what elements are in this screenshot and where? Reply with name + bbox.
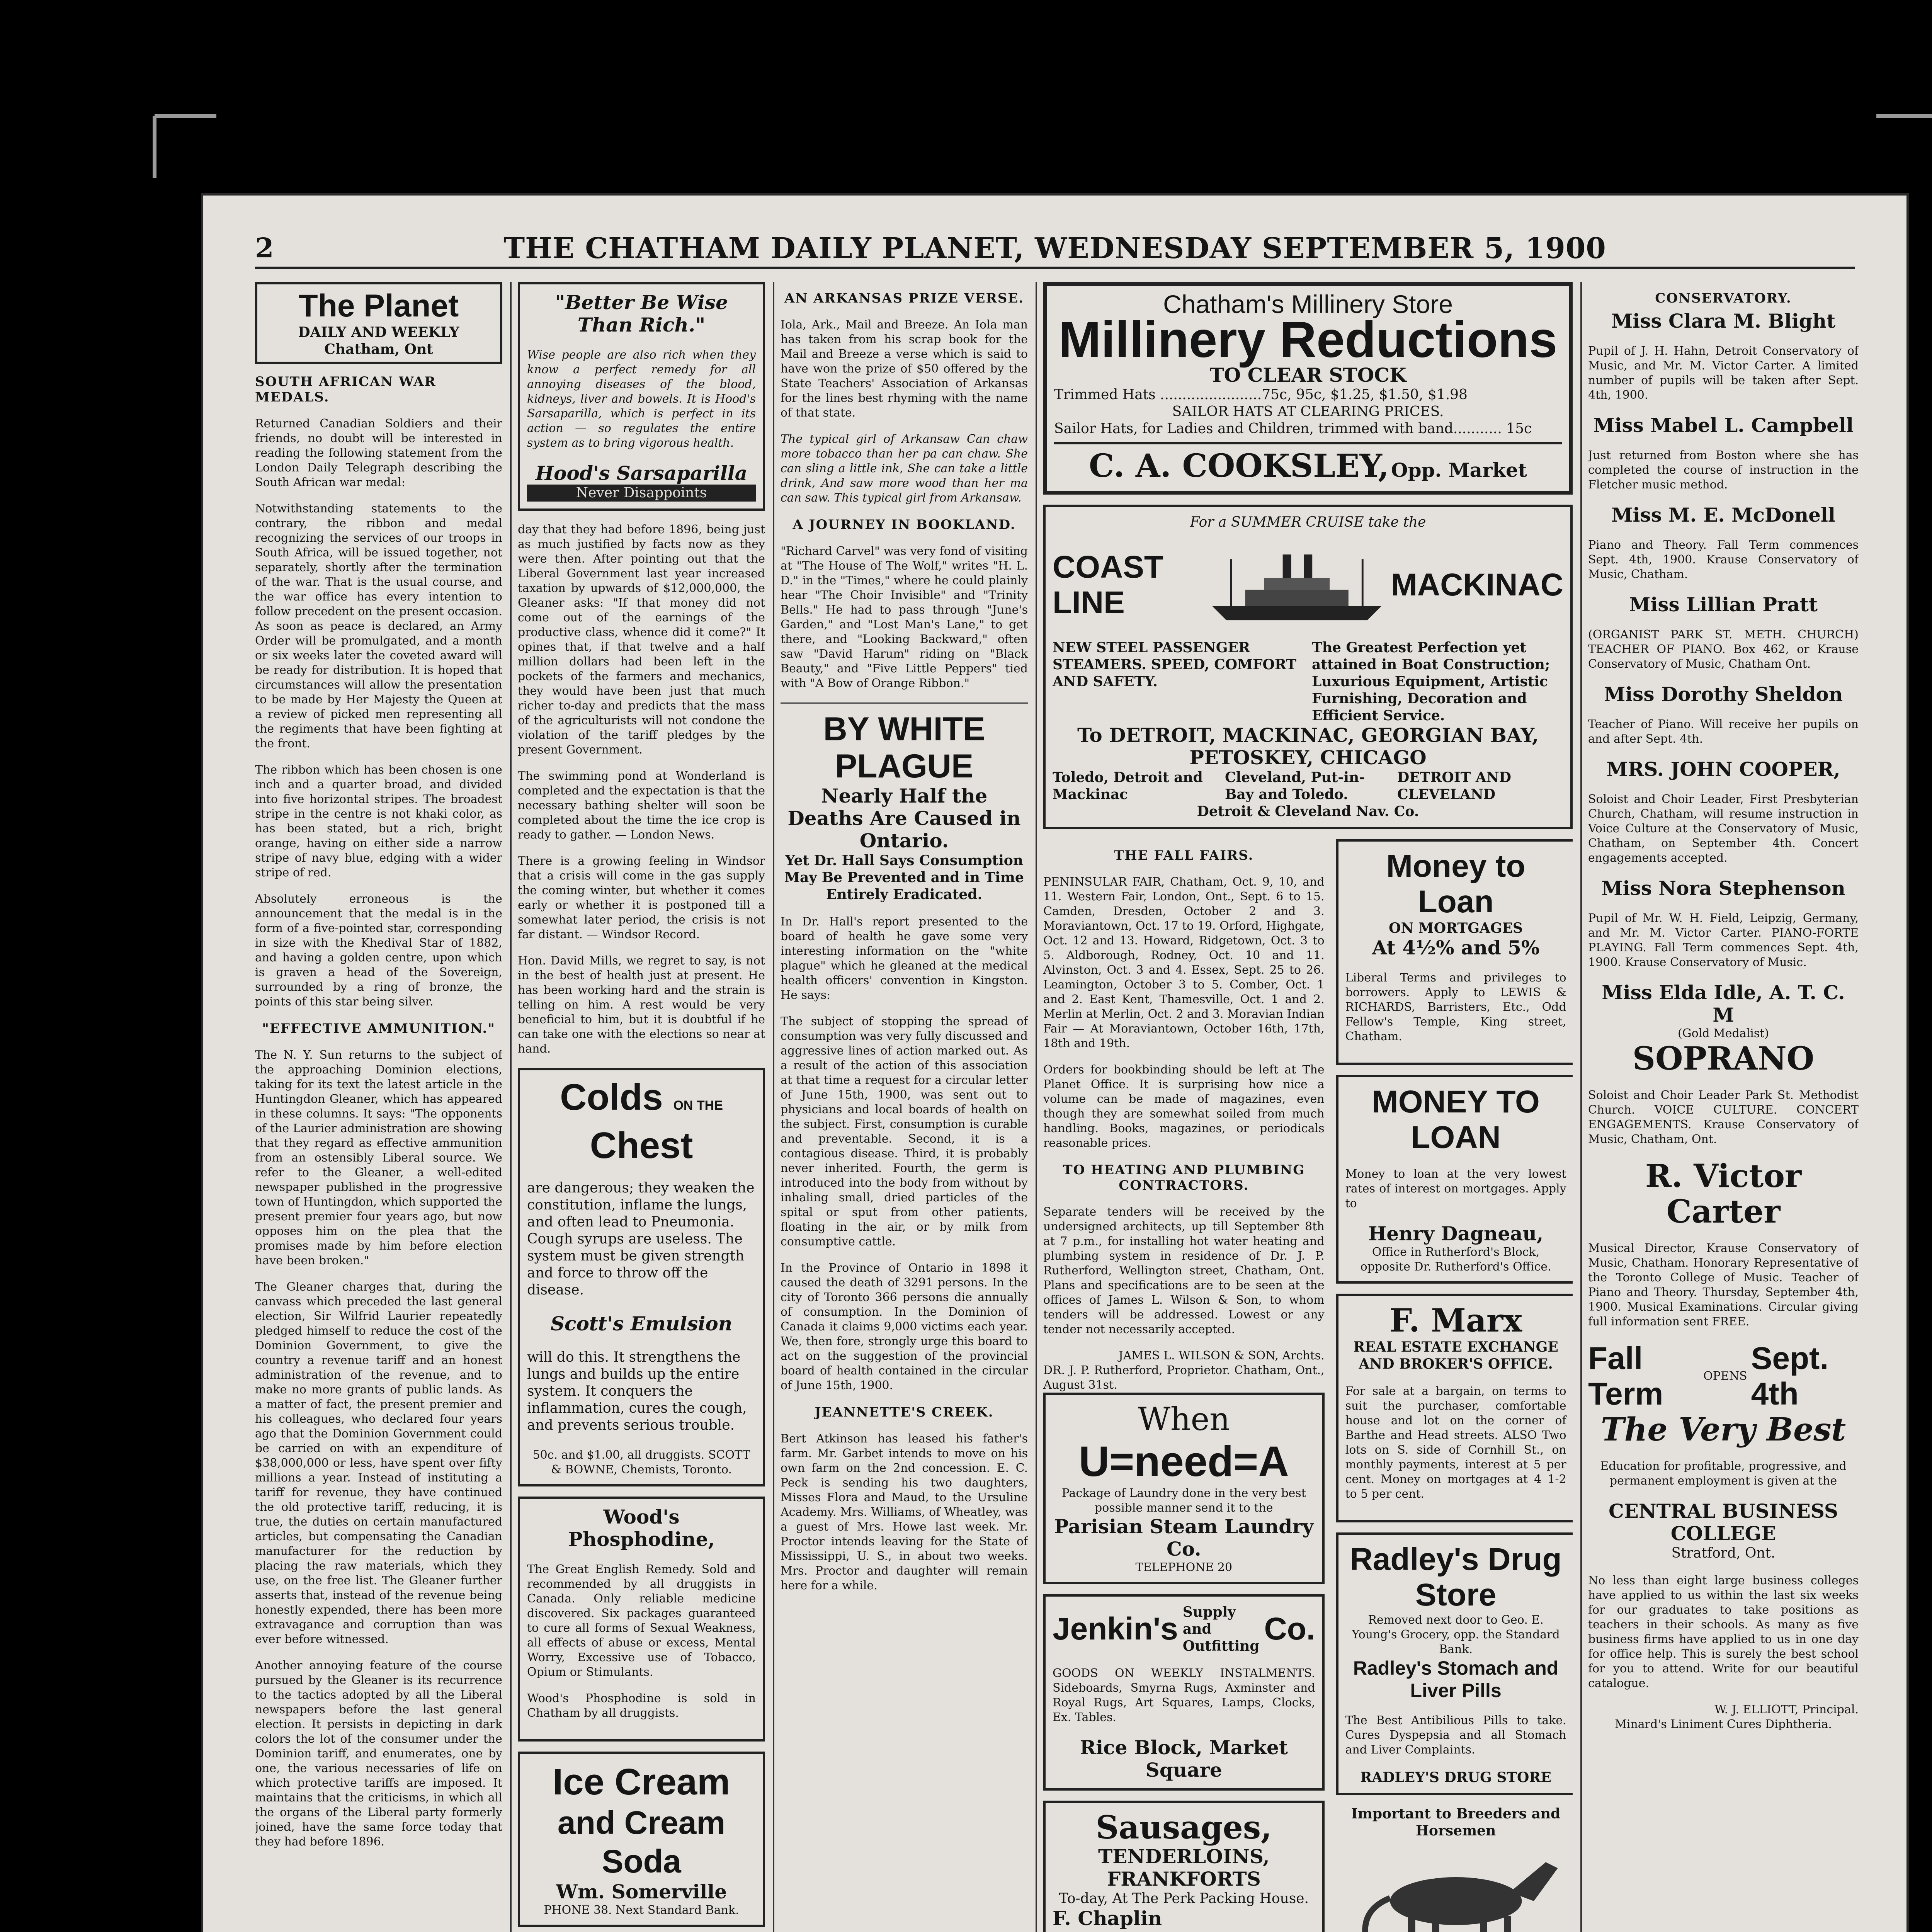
ad-body: Wise people are also rich when they know a perfect remedy for all annoying diseases of the blood, kidneys, liver and bowels. It is Hood's Sarsaparilla, which is perfect in its action — so regulates the entire system as to bring vigorous health. [527,348,756,450]
teacher-body: Teacher of Piano. Will receive her pupils on and after Sept. 4th. [1588,718,1859,746]
conservatory-heading: CONSERVATORY. [1655,291,1792,306]
ad-subcolumn-left [1043,839,1325,1932]
fall-term-date: Sept. 4th [1751,1341,1829,1412]
column-3 [781,282,1028,1932]
ad-address: Office in Rutherford's Block, opposite Dr. Rutherford's Office. [1360,1245,1551,1274]
planet-nameplate [255,282,502,364]
ad-headline: COAST LINE [1053,549,1163,620]
ad-headline: Ice Cream [553,1761,730,1803]
steamship-illustration [1203,535,1391,635]
route-item: Cleveland, Put-in-Bay and Toledo. [1225,769,1365,803]
ad-headline: Sausages, [1096,1809,1272,1846]
teacher-note: (Gold Medalist) [1678,1027,1769,1040]
masthead [255,228,1855,269]
teacher-body: Pupil of J. H. Hahn, Detroit Conservatory of Music, and Mr. M. Victor Carter. A limited number of pupils will be taken after Sept. 4th, 1900. [1588,344,1859,402]
teacher-body: Soloist and Choir Leader, First Presbyterian Church, Chatham, will resume instruction in Voice Culture at the Conservatory of Music, Chatham, on September 4th. Concert engagements accepted. [1588,793,1859,865]
fall-term: Fall Term [1588,1341,1663,1412]
column-divider [1036,282,1037,1932]
very-best-script: The Very Best [1600,1411,1846,1448]
ad-subcolumn-right [1336,839,1573,1932]
teacher-name: Miss Dorothy Sheldon [1604,683,1843,706]
ad-headline: MACKINAC [1391,567,1563,602]
newspaper-title: THE CHATHAM DAILY PLANET, WEDNESDAY SEPTEMBER 5, 1900 [503,232,1606,265]
route: To DETROIT, MACKINAC, GEORGIAN BAY, PETOSKEY, CHICAGO [1077,724,1539,769]
ad-body: Liberal Terms and privileges to borrowers. Apply to LEWIS & RICHARDS, Barristers, Etc., Odd Fellow's Temple, King street, Chatham. [1345,971,1566,1043]
ad-footer: Wood's Phosphodine is sold in Chatham by all druggists. [527,1692,756,1720]
ad-headline: and Cream Soda [557,1804,726,1879]
ad-footer: Rice Block, Market Square [1080,1736,1288,1781]
price-line: Sailor Hats, for Ladies and Children, trimmed with band........... 15c [1054,421,1532,437]
subhead: Yet Dr. Hall Says Consumption May Be Prevented and in Time Entirely Eradicated. [784,852,1024,903]
marx-ad [1336,1294,1573,1522]
two-column-ads [1043,839,1573,1932]
ad-brand: Scott's Emulsion [550,1312,733,1335]
ad-body: The Best Antibilious Pills to take. Cures Dyspepsia and all Stomach and Liver Complaints. [1345,1714,1566,1757]
article-paragraph: The ribbon which has been chosen is one inch and a quarter broad, and divided into five horizontal stripes. The broadest stripe in the centre is not khaki color, as has been stated, but a rich, bright orange, having on either side a narrow stripe of navy blue, edging with a wider stripe of red. [255,763,502,879]
ad-footer: RADLEY'S DRUG STORE [1360,1769,1551,1786]
teacher-body: Musical Director, Krause Conservatory of Music, Chatham. Honorary Representative of the Toronto College of Music. Teacher of Piano and Theory. Thursday, September 4th, 1900. Musical Examinations. Circular giving full information sent FREE. [1588,1242,1859,1328]
subhead: Nearly Half the Deaths Are Caused in Ontario. [787,784,1021,852]
column-divider [1580,282,1582,1932]
merchant-name: C. A. COOKSLEY, [1089,447,1389,485]
article-paragraph: In Dr. Hall's report presented to the board of health he gave some very interesting information on the "white plague" which he gleaned at the medical health officers' convention in Kingston. He says: [781,915,1028,1002]
teacher-name: Miss M. E. McDonell [1611,503,1835,526]
ad-headline-part: Colds [560,1077,663,1118]
planet-brand-sub: DAILY AND WEEKLY [298,324,459,340]
teacher-voice: SOPRANO [1632,1040,1815,1077]
ad-name: Wm. Somerville [556,1880,727,1903]
ad-top: For a SUMMER CRUISE take the [1190,514,1426,530]
ice-cream-ad [518,1752,765,1927]
money-to-loan-ad [1336,839,1573,1065]
coast-line-ad [1043,505,1573,829]
teacher-body: Just returned from Boston where she has completed the course of instruction in the Fletcher music method. [1588,449,1859,492]
scotts-emulsion-ad [518,1068,765,1486]
signature: DR. J. P. Rutherford, Proprietor. Chatham, Ont., August 31st. [1043,1364,1325,1392]
ad-phone: TELEPHONE 20 [1135,1561,1233,1574]
hoods-sarsaparilla-ad [518,282,765,511]
signature: JAMES L. WILSON & SON, Archts. [1118,1349,1325,1362]
ad-headline: Co. [1264,1611,1315,1646]
routes-row [1053,769,1563,803]
ad-headline-part: ON THE [673,1098,723,1113]
ad-when: When [1138,1401,1230,1438]
money-to-loan-ad-2 [1336,1075,1573,1284]
article-paragraph: day that they had before 1896, being just as much justified by facts now as they were then. After pointing out that the Liberal Government last year increased taxation by upwards of $12,000,000, the Gleaner asks: "If that money did not come out of the earnings of the productive class, whence did it come?" It opines that, if that twelve and a half million dollars had been left in the pockets of the farmers and mechanics, they would have been just that much richer to-day and predicts that the mass of the agriculturists will not condone the violation of the tariff pledges by the present Government. [518,523,765,757]
fall-term-opens: OPENS [1703,1369,1747,1383]
minard-notice: Minard's Liniment Cures Diphtheria. [1615,1718,1832,1731]
headline-white-plague: BY WHITE PLAGUE [823,711,985,785]
article-paragraph: Iola, Ark., Mail and Breeze. An Iola man has taken from his scrap book for the Mail and Breeze a verse which is said to have won the prize of $50 offered by the State Teachers' Association of Arkansas for the lines best rhyming with the name of that state. [781,318,1028,420]
ad-headline: MONEY TO LOAN [1372,1084,1540,1155]
planet-brand: The Planet [298,288,459,323]
ad-name: Parisian Steam Laundry Co. [1054,1515,1314,1560]
ad-body: For sale at a bargain, on terms to suit the purchaser, comfortable house and lot on the corner of Barthe and Head streets. ALSO Two lots on S. side of Cornhill St., on monthly payments, interest at 5 per cent. Money on mortgages at 4 1-2 to 5 per cent. [1345,1384,1566,1501]
college-signature: W. J. ELLIOTT, Principal. [1714,1703,1859,1716]
teacher-body: (ORGANIST PARK ST. METH. CHURCH) TEACHER OF PIANO. Box 462, or Krause Conservatory of Music, Chatham Ont. [1588,628,1859,671]
ad-name: F. Chaplin [1053,1907,1162,1930]
verse: The typical girl of Arkansaw Can chaw more tobacco than her pa can chaw. She can sling a little ink, She can take a little drink, And saw more wood than her ma can saw. This typical girl from Arkansaw. [781,432,1028,505]
college-body: No less than eight large business colleges have applied to us within the last six weeks for our graduates to take positions as teachers in their schools. As many as five business firms have applied to us in one day for office help. This is surely the best school for you to attend. Write for our beautiful catalogue. [1588,1574,1859,1690]
teacher-body: Piano and Theory. Fall Term commences Sept. 4th, 1900. Krause Conservatory of Music, Chatham. [1588,538,1859,581]
ad-body: The Great English Remedy. Sold and recommended by all druggists in Canada. Only reliable medicine discovered. Six packages guaranteed to cure all forms of Sexual Weakness, all effects of abuse or excess, Mental Worry, Excessive use of Tobacco, Opium or Stimulants. [527,1563,756,1679]
price-line: SAILOR HATS AT CLEARING PRICES. [1172,404,1444,420]
heating-notice: Separate tenders will be received by the undersigned architects, up till September 8th at 7 p.m., for installing hot water heating and plumbing system in residence of Dr. J. P. Rutherford, Wellington street, Chatham, Ont. Plans and specifications are to be seen at the offices of James L. Wilson & Son, to whom tenders will be addressed. Lowest or any tender not necessarily accepted. [1043,1205,1325,1336]
ad-phone: PHONE 38. Next Standard Bank. [544,1903,739,1917]
ad-headline-mid: Supply and Outfitting [1182,1604,1260,1654]
article-paragraph: The Gleaner charges that, during the canvass which preceded the last general election, Sir Wilfrid Laurier repeatedly pledged himself to reduce the cost of the Dominion Government, to give the country a revenue tariff and an honest administration of the revenue, and to make no more grants of public lands. As a matter of fact, the present premier and his colleagues, who declared four years ago that the Dominion Government could be carried on with an expenditure of $38,000,000 or less, have spent over fifty millions a year. Instead of instituting a tariff for revenue, they have continued the old protective tariff, reducing, it is true, the duties on certain manufactured articles, but compensating the Canadian manufacturer for the reduction by placing the raw materials, which they use, on the free list. The Gleaner further asserts that, instead of the revenue being honestly expended, there has been more extravagance and corruption than was ever before witnessed. [255,1280,502,1646]
column-divider [773,282,774,1932]
newspaper-page [201,193,1909,1932]
ad-header-row [1053,531,1563,639]
teacher-name: Miss Clara M. Blight [1611,310,1836,332]
page-number: 2 [255,232,274,264]
article-paragraph: There is a growing feeling in Windsor that a crisis will come in the gas supply the coming winter, but whether it comes early or whether it is postponed till a somewhat later period, the crisis is not far distant. — Windsor Record. [518,854,765,941]
college-intro: Education for profitable, progressive, and permanent employment is given at the [1600,1459,1847,1488]
price-line: Trimmed Hats .......................75c, 95c, $1.25, $1.50, $1.98 [1054,387,1468,403]
article-paragraph: The subject of stopping the spread of consumption was very fully discussed and aggressive lines of action marked out. As a result of the action of this association at that time a request for a circular letter of June 15th, 1900, was sent out to physicians and local boards of health on the subject. First, consumption is curable and preventable. Second, it is a contagious disease. Third, it is probably never inherited. Fourth, the germ is introduced into the body from without by inhaling small, dried particles of the spital or sput from other patients, floating in the air, or by milk from consumptive cattle. [781,1015,1028,1248]
bookbinding-notice: Orders for bookbinding should be left at The Planet Office. It is surprising how nice a volume can be made of magazines, even though they are somewhat soiled from much handling. Books, magazines, or periodicals reasonable prices. [1043,1063,1325,1150]
teacher-name: Miss Lillian Pratt [1629,593,1818,616]
ad-sub: ON MORTGAGES [1389,920,1523,936]
breeders-heading: Important to Breeders and Horsemen [1351,1806,1561,1839]
store-name: Chatham's Millinery Store [1163,290,1453,318]
college-location: Stratford, Ont. [1671,1545,1776,1561]
article-paragraph: "Richard Carvel" was very fond of visiting at "The House of The Wolf," writes "H. L. D." in the "Times," where he could plainly hear "The Choir Invisible" and "Trinity Bells." He had to pass through "June's Garden," and "Lost Man's Lane," to get there, and "Looking Backward," often saw "David Harum" riding on "Black Beauty," and "Five Little Peppers" tied with "A Bow of Orange Ribbon." [781,544,1028,690]
horse-illustration [1336,1843,1573,1932]
radley-drug-ad [1336,1532,1573,1795]
article-paragraph: Returned Canadian Soldiers and their friends, no doubt will be interested in reading the following statement from the London Daily Telegraph describing the South African war medal: [255,417,502,489]
headline-effective-ammunition: "EFFECTIVE AMMUNITION." [262,1021,495,1036]
woods-phosphodine-ad [518,1497,765,1742]
article-paragraph: In the Province of Ontario in 1898 it caused the death of 3291 persons. In the city of Toronto 366 persons die annually of consumption. In the Dominion of Canada it claims 9,000 victims each year. We, then fore, strongly urge this board to act on the suggestion of the provincial board of health contained in the circular of June 15th, 1900. [781,1261,1028,1392]
ad-headline-part: Chest [590,1125,693,1166]
column-6 [1588,282,1859,1932]
fairs-list: PENINSULAR FAIR, Chatham, Oct. 9, 10, and 11. Western Fair, London, Ont., Sept. 6 to 15. Camden, Dresden, October 2 and 3. Moraviantown, Oct. 17 to 19. Orford, Highgate, Oct. 12 and 13. Howard, Ridgetown, Oct. 3 to 5. Aldborough, Rodney, Oct. 10 and 11. Alvinston, Oct. 3 and 4. Essex, Sept. 25 to 26. Leamington, October 3 to 5. Comber, Oct. 1 and 2. East Kent, Thamesville, Oct. 1 and 2. Merlin at Merlin, Oct. 2 and 3. Moravian Indian Fair — At Moraviantown, October 16th, 17th, 18th and 19th. [1043,875,1325,1050]
teacher-name: Miss Elda Idle, A. T. C. M [1602,981,1845,1026]
article-paragraph: The N. Y. Sun returns to the subject of the approaching Dominion elections, taking for its text the latest article in the Huntingdon Gleaner, which has appeared in these columns. It says: "The opponents of the Laurier administration are showing that they regard as effective ammunition from an ostensibly Liberal source. We refer to the Gleaner, a well-edited newspaper published in the progressive town of Huntingdon, which supported the present premier four years ago, but now opposes him on the plea that the promises made by him before election have been broken." [255,1048,502,1267]
teacher-name: R. Victor Carter [1645,1158,1802,1230]
headline-fall-fairs: THE FALL FAIRS. [1114,848,1254,863]
ad-rate: At 4½% and 5% [1372,936,1540,959]
ad-body: Package of Laundry done in the very best possible manner send it to the [1061,1486,1306,1515]
college-name: CENTRAL BUSINESS COLLEGE [1608,1500,1838,1545]
column-1 [255,282,502,1932]
merchant [1054,442,1562,484]
merchant-place: Opp. Market [1391,459,1527,481]
headline-prize-verse: AN ARKANSAS PRIZE VERSE. [784,291,1024,306]
ad-body: GOODS ON WEEKLY INSTALMENTS. Sideboards, Smyrna Rugs, Axminster and Royal Rugs, Art Squares, Lamps, Clocks, Ex. Tables. [1053,1667,1315,1724]
ad-headline: Radley's Drug Store [1350,1542,1562,1612]
headline-jeannettes-creek: JEANNETTE'S CREEK. [815,1405,994,1420]
ad-body: NEW STEEL PASSENGER STEAMERS. SPEED, COMFORT AND SAFETY. [1053,639,1296,690]
ad-brand: Hood's Sarsaparilla [535,462,748,485]
article-paragraph: Bert Atkinson has leased his father's farm. Mr. Garbet intends to move on his own farm on the 2nd concession. E. C. Peck is sending his two daughters, Misses Flora and Maud, to the Ursuline Academy. Mrs. Williams, of Wheatley, was a guest of Mrs. Howe last week. Mr. Proctor intends leaving for the State of Mississippi, U. S., in about two weeks. Mrs. Proctor and daughter will remain here for a while. [781,1432,1028,1592]
ad-headline: Millinery Reductions [1058,311,1558,368]
ad-sub: REAL ESTATE EXCHANGE AND BROKER'S OFFICE. [1353,1339,1558,1372]
company: Detroit & Cleveland Nav. Co. [1197,803,1419,820]
headline-heating: TO HEATING AND PLUMBING CONTRACTORS. [1063,1162,1305,1193]
headline-war-medals: SOUTH AFRICAN WAR MEDALS. [255,374,436,405]
ad-columns [1043,282,1573,1932]
jenkins-ad [1043,1594,1325,1791]
ad-body: The Greatest Perfection yet attained in Boat Construction; Luxurious Equipment, Artistic Furnishing, Decoration and Efficient Service. [1312,639,1550,724]
route-item: DETROIT AND CLEVELAND [1397,769,1511,803]
teacher-name: MRS. JOHN COOPER, [1606,758,1840,781]
ad-headline: Jenkin's [1053,1611,1178,1646]
teacher-name: Miss Mabel L. Campbell [1593,414,1854,437]
ad-headline: Money to Loan [1386,849,1526,919]
planet-brand-location: Chatham, Ont [324,341,433,357]
ad-product: Radley's Stomach and Liver Pills [1353,1657,1559,1701]
column-divider [510,282,512,1932]
article-paragraph: Absolutely erroneous is the announcement that the medal is in the form of a five-pointed star, corresponding in size with the Khedival Star of 1882, and having a golden centre, upon which is graven a head of the Sovereign, surrounded by a ring of bronze, the points of this star being silver. [255,892,502,1009]
ad-footer: 50c. and $1.00, all druggists. SCOTT & BOWNE, Chemists, Toronto. [532,1448,750,1476]
ad-sub: Removed next door to Geo. E. Young's Grocery, opp. the Standard Bank. [1352,1613,1560,1656]
divider [781,702,1028,704]
teacher-body: Pupil of Mr. W. H. Field, Leipzig, Germany, and Mr. M. Victor Carter. PIANO-FORTE PLAYING. Fall Term commences Sept. 4th, 1900. Krause Conservatory of Music. [1588,912,1859,969]
sausages-ad [1043,1801,1325,1932]
ad-sub: TENDERLOINS, FRANKFORTS [1098,1845,1270,1890]
ad-tagline: Never Disappoints [527,485,756,502]
ad-body: Money to loan at the very lowest rates of interest on mortgages. Apply to [1345,1167,1566,1210]
article-paragraph: Notwithstanding statements to the contrary, the ribbon and medal recognizing the services of our troops in South Africa, will be issued together, not separately, shortly after the termination of the war. That is the usual course, and the war office has every intention to follow precedent on the present occasion. As soon as peace is declared, an Army Order will be promulgated, and a month or six weeks later the coveted award will be ready for distribution. It is hoped that circumstances will allow the presentation to be made by Her Majesty the Queen at a review of picked men representing all the regiments that have been fighting at the front. [255,502,502,750]
route-item: Toledo, Detroit and Mackinac [1053,769,1203,803]
ad-headline: U=need=A [1078,1438,1289,1485]
article-paragraph: Hon. David Mills, we regret to say, is not in the best of health just at present. He has been working hard and the strain is telling on him. A rest would be very beneficial to him, but it is doubtful if he can take one with the elections so near at hand. [518,954,765,1056]
teacher-body: Soloist and Choir Leader Park St. Methodist Church. VOICE CULTURE. CONCERT ENGAGEMENTS. Krause Conservatory of Music, Chatham, Ont. [1588,1088,1859,1146]
ad-header-row [1053,1604,1315,1655]
ad-name: Henry Dagneau, [1368,1222,1544,1245]
headline-bookland: A JOURNEY IN BOOKLAND. [793,517,1016,532]
ad-body: are dangerous; they weaken the constitution, inflame the lungs, and often lead to Pneumonia. Cough syrups are useless. The system must be given strength and force to throw off the disease. [527,1180,755,1298]
ad-columns-row [1053,639,1563,724]
ad-headline: F. Marx [1389,1302,1522,1339]
millinery-ad [1043,282,1573,495]
ad-body: will do this. It strengthens the lungs and builds up the entire system. It conquers the inflammation, cures the cough, and prevents serious trouble. [527,1349,747,1433]
ad-title: Wood's Phosphodine, [568,1505,715,1551]
ad-body: To-day, At The Perk Packing House. [1059,1891,1309,1906]
column-2 [518,282,765,1932]
teacher-name: Miss Nora Stephenson [1601,877,1845,900]
article-paragraph: Another annoying feature of the course pursued by the Gleaner is its recurrence to the tactics adopted by all the Liberal newspapers before the last general election. It persists in depicting in dark colors the lot of the consumer under the Dominion tariff, and enumerates, one by one, the various necessaries of life on which protective tariffs are imposed. It maintains that the criticisms, in which all the organs of the Liberal party formerly joined, have the same force today that they had before 1896. [255,1659,502,1849]
ad-headline [527,1077,756,1166]
ad-title: "Better Be Wise Than Rich." [555,291,728,336]
fall-term-row [1588,1341,1859,1412]
article-paragraph: The swimming pond at Wonderland is completed and the expectation is that the necessary bathing shelter will soon be completed about the time the ice crop is ready to gather. — London News. [518,769,765,842]
laundry-ad [1043,1393,1325,1584]
ad-sub: TO CLEAR STOCK [1209,364,1406,386]
